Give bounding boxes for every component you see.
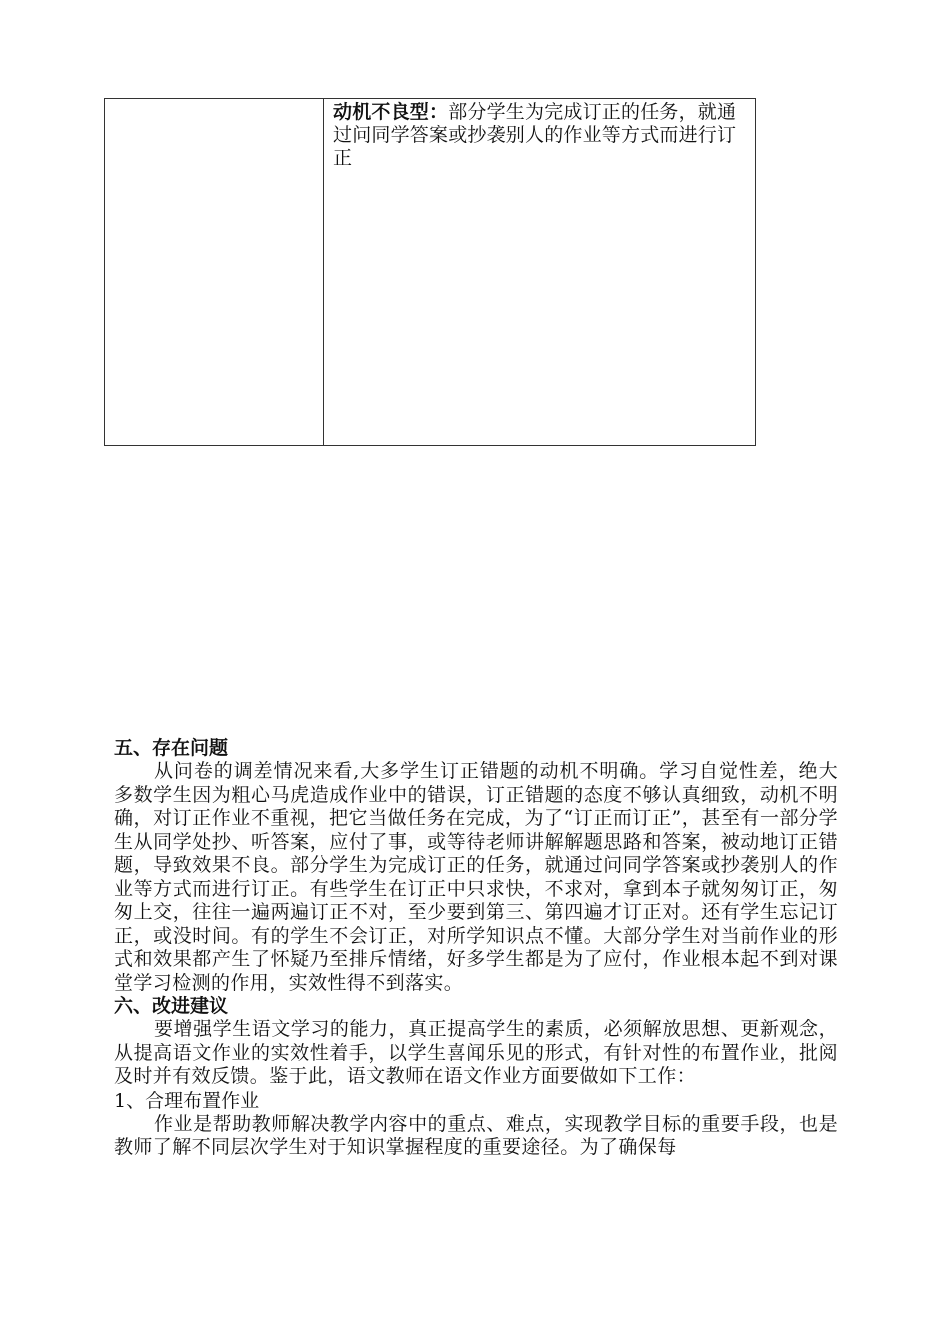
- motivation-type-label: 动机不良型：: [333, 101, 449, 123]
- table-row: [105, 99, 756, 446]
- suggestions-paragraph: 要增强学生语文学习的能力，真正提高学生的素质，必须解放思想、更新观念，从提高语文作业的实效性着手，以学生喜闻乐见的形式，有针对性的布置作业，批阅及时并有效反馈。鉴于此，语文教师在语文作业方面要做如下工作：: [114, 1018, 838, 1087]
- table-right-cell: [324, 99, 756, 446]
- survey-table: [104, 98, 756, 446]
- motivation-type-description: 部分学生为完成订正的任务，就通过问同学答案或抄袭别人的作业等方式而进行订正: [333, 101, 737, 169]
- section-heading-problems: 五、存在问题: [114, 737, 229, 759]
- section-heading-suggestions: 六、改进建议: [114, 995, 229, 1017]
- assign-homework-paragraph: 作业是帮助教师解决教学内容中的重点、难点，实现教学目标的重要手段，也是教师了解不同层次学生对于知识掌握程度的重要途径。为了确保每: [114, 1112, 838, 1158]
- document-body: [114, 737, 838, 1160]
- table-cell-content: [333, 101, 745, 170]
- table-left-cell: [105, 99, 324, 446]
- subheading-assign-homework: 1、合理布置作业: [114, 1089, 260, 1112]
- problems-paragraph: 从问卷的调差情况来看,大多学生订正错题的动机不明确。学习自觉性差，绝大多数学生因为粗心马虎造成作业中的错误，订正错题的态度不够认真细致，动机不明确，对订正作业不重视，把它当做任务在完成，为了“订正而订正”，甚至有一部分学生从同学处抄、听答案，应付了事，或等待老师讲解解题思路和答案，被动地订正错题，导致效果不良。部分学生为完成订正的任务，就通过问同学答案或抄袭别人的作业等方式而进行订正。有些学生在订正中只求快，不求对，拿到本子就匆匆订正，匆匆上交，往往一遍两遍订正不对，至少要到第三、第四遍才订正对。还有学生忘记订正，或没时间。有的学生不会订正，对所学知识点不懂。大部分学生对当前作业的形式和效果都产生了怀疑乃至排斥情绪，好多学生都是为了应付，作业根本起不到对课堂学习检测的作用，实效性得不到落实。: [114, 760, 838, 994]
